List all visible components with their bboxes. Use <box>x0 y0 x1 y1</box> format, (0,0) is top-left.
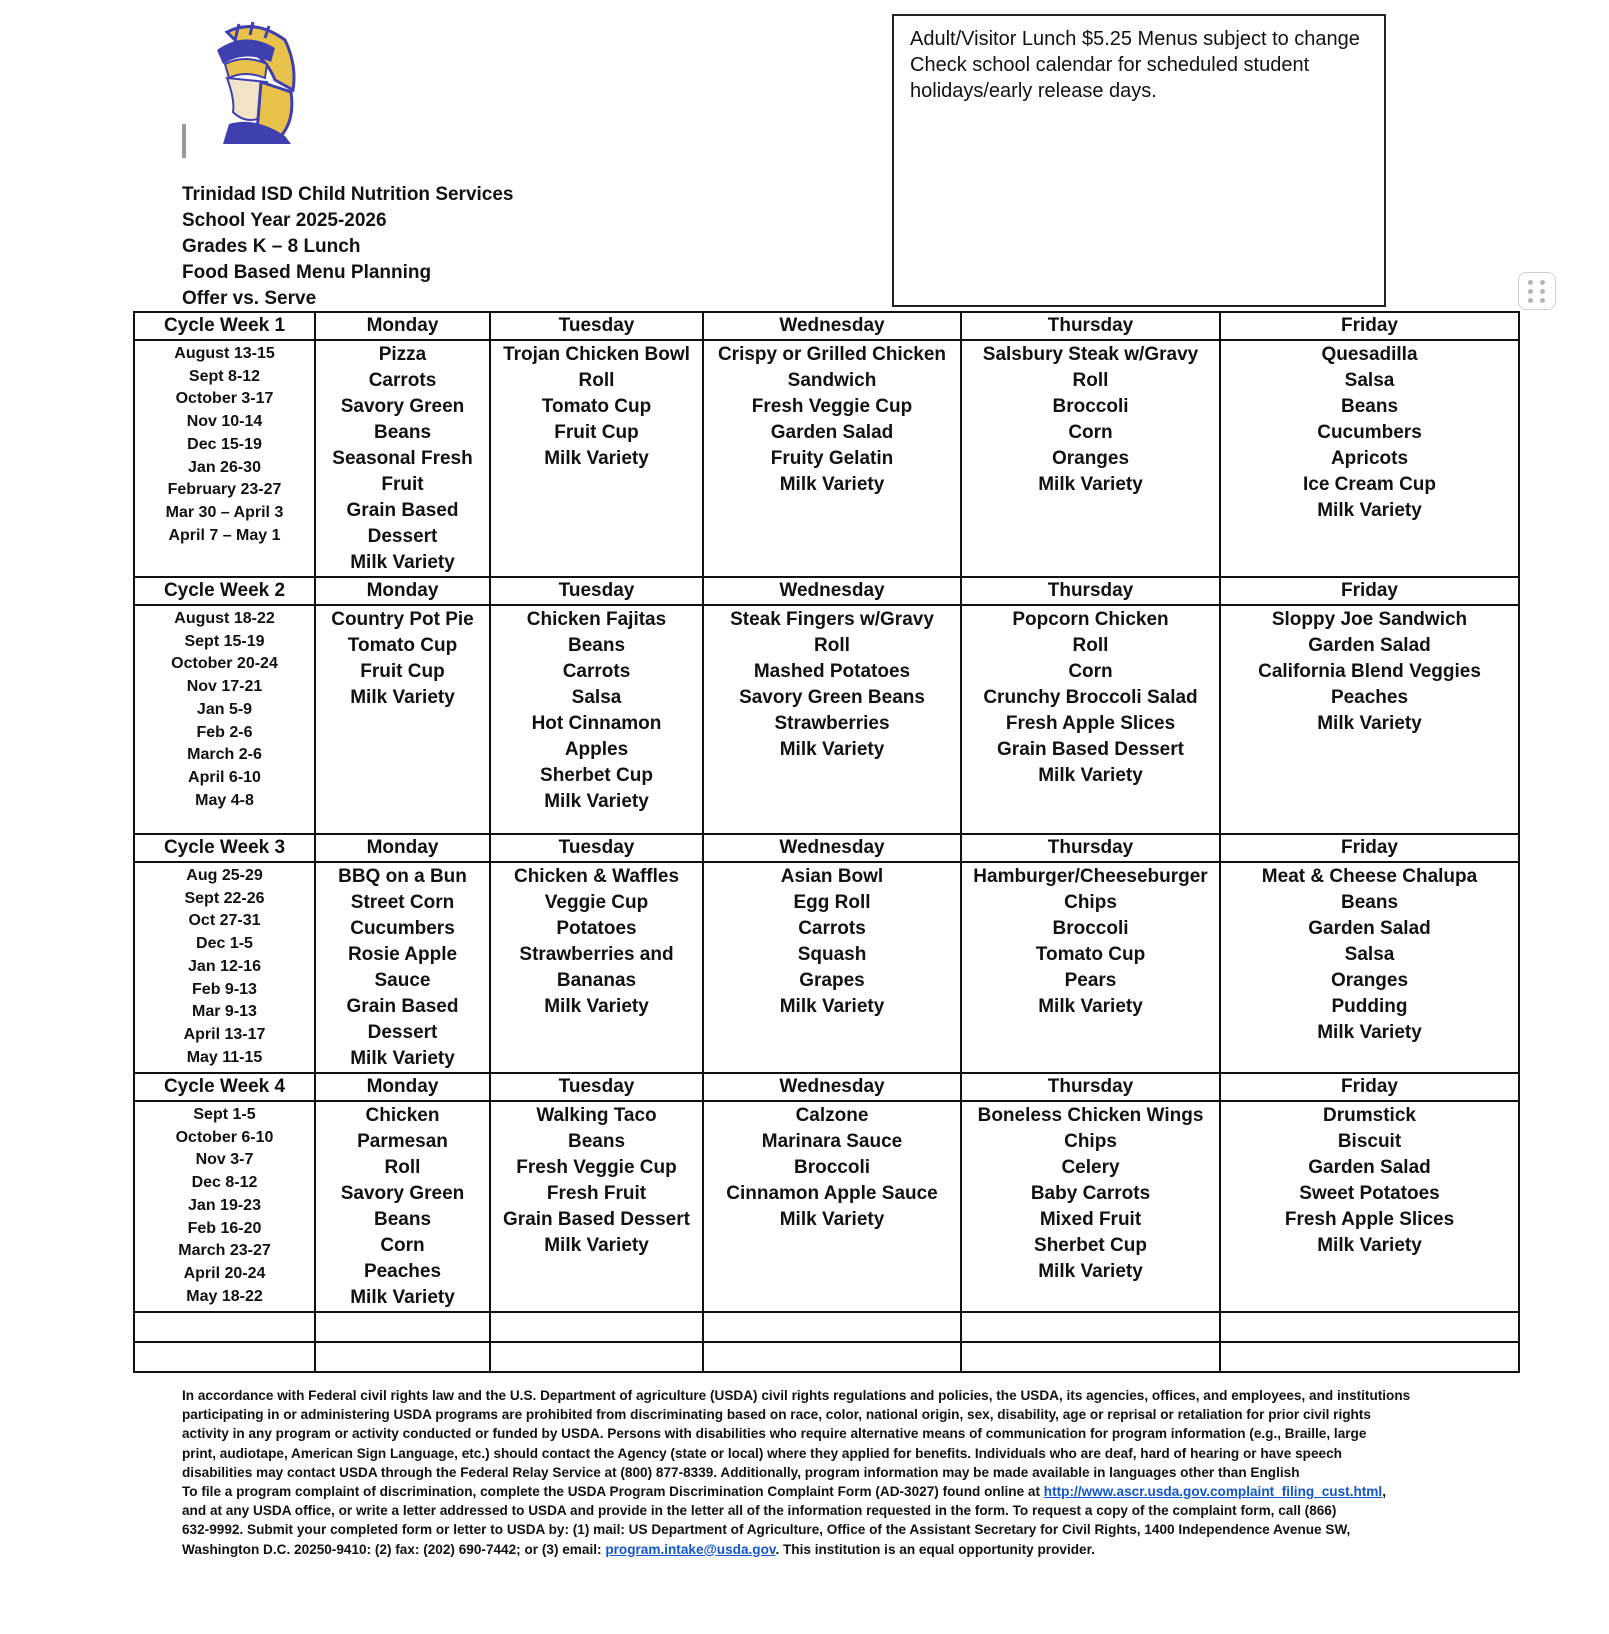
menu-item: Tomato Cup <box>541 396 652 417</box>
menu-item: Strawberries <box>774 713 890 734</box>
cycle-week-label: Cycle Week 3 <box>134 834 315 862</box>
menu-item: Beans <box>567 635 626 656</box>
date-range: Jan 26-30 <box>188 458 261 476</box>
header-line: Trinidad ISD Child Nutrition Services <box>182 184 514 205</box>
date-range: Oct 27-31 <box>188 912 261 930</box>
menu-item: Grapes <box>799 970 865 991</box>
menu-cell-tuesday <box>490 605 703 834</box>
menu-item: California Blend Veggies <box>1258 661 1481 682</box>
day-header-thursday: Thursday <box>961 834 1220 862</box>
menu-item: Grain Based <box>346 996 459 1017</box>
menu-item: Sherbet Cup <box>1034 1235 1147 1256</box>
menu-item: Roll <box>578 370 615 391</box>
menu-item: Milk Variety <box>350 552 455 573</box>
menu-item: BBQ on a Bun <box>338 866 467 887</box>
menu-item: Milk Variety <box>350 687 455 708</box>
menu-item: Asian Bowl <box>780 866 884 887</box>
menu-cell-wednesday <box>703 1101 961 1312</box>
menu-item: Grain Based Dessert <box>503 1209 690 1230</box>
date-range: Feb 9-13 <box>192 980 257 998</box>
complaint-text: To file a program complaint of discrimination, complete the USDA Program Discrimination Complaint Form (AD-3027) found online at <box>182 1484 1044 1500</box>
menu-item: Egg Roll <box>793 892 871 913</box>
menu-item: Potatoes <box>556 918 637 939</box>
menu-item: Carrots <box>798 918 866 939</box>
menu-item: Fruit <box>381 474 424 495</box>
empty-cell[interactable] <box>961 1312 1220 1342</box>
empty-cell[interactable] <box>315 1342 490 1372</box>
day-header-tuesday: Tuesday <box>490 312 703 340</box>
menu-item: Crunchy Broccoli Salad <box>983 687 1198 708</box>
menu-item: Garden Salad <box>770 422 894 443</box>
menu-item: Milk Variety <box>1317 1235 1422 1256</box>
menu-item: Quesadilla <box>1321 344 1418 365</box>
empty-cell[interactable] <box>1220 1312 1519 1342</box>
menu-item: Beans <box>567 1131 626 1152</box>
date-range: Feb 2-6 <box>196 723 253 741</box>
empty-cell[interactable] <box>490 1312 703 1342</box>
date-range: Mar 30 – April 3 <box>165 503 284 521</box>
week-header-row <box>134 834 1519 862</box>
menu-item: Sandwich <box>787 370 877 391</box>
menu-item: Pizza <box>378 344 427 365</box>
menu-item: Trojan Chicken Bowl <box>503 344 690 365</box>
menu-item: Cinnamon Apple Sauce <box>726 1183 938 1204</box>
menu-item: Fruit Cup <box>360 661 445 682</box>
menu-item: Apricots <box>1330 448 1409 469</box>
menu-item: Beans <box>1340 396 1399 417</box>
date-range: May 18-22 <box>186 1287 263 1305</box>
menu-cell-friday <box>1220 862 1519 1073</box>
menu-item: Walking Taco <box>536 1105 657 1126</box>
date-range: October 6-10 <box>175 1128 274 1146</box>
day-header-friday: Friday <box>1220 1073 1519 1101</box>
date-range: April 7 – May 1 <box>168 526 281 544</box>
menu-item: Fresh Veggie Cup <box>751 396 913 417</box>
cycle-week-label: Cycle Week 1 <box>134 312 315 340</box>
date-range: October 3-17 <box>175 390 274 408</box>
menu-item: Milk Variety <box>779 739 885 760</box>
date-range: August 13-15 <box>174 345 275 362</box>
date-range: March 2-6 <box>187 746 262 764</box>
menu-item: Milk Variety <box>350 1287 455 1308</box>
menu-item: Roll <box>1072 370 1109 391</box>
date-range: Sept 1-5 <box>193 1106 256 1123</box>
complaint-form-link[interactable]: http://www.ascr.usda.gov.complaint_filing_cust.html <box>1043 1484 1383 1500</box>
menu-item: Fresh Fruit <box>546 1183 647 1204</box>
menu-item: Country Pot Pie <box>331 609 474 630</box>
menu-item: Milk Variety <box>1038 996 1143 1017</box>
text-cursor <box>182 124 186 158</box>
menu-item: Peaches <box>363 1261 442 1282</box>
menu-item: Milk Variety <box>779 474 885 495</box>
date-range: Dec 1-5 <box>196 935 253 953</box>
menu-item: Milk Variety <box>779 996 885 1017</box>
menu-item: Beans <box>373 422 432 443</box>
empty-cell[interactable] <box>134 1342 315 1372</box>
menu-item: Peaches <box>1330 687 1409 708</box>
header-line: Offer vs. Serve <box>182 288 317 309</box>
menu-item: Tomato Cup <box>347 635 458 656</box>
menu-cell-monday <box>315 1101 490 1312</box>
week-header-row <box>134 312 1519 340</box>
menu-item: Carrots <box>368 370 437 391</box>
document-header <box>182 182 514 312</box>
menu-item: Savory Green <box>340 1183 465 1204</box>
menu-item: Fresh Veggie Cup <box>516 1157 677 1178</box>
menu-item: Grain Based Dessert <box>997 739 1184 760</box>
menu-item: Sauce <box>374 970 431 991</box>
day-header-monday: Monday <box>315 834 490 862</box>
week-header-row <box>134 1073 1519 1101</box>
menu-item: Milk Variety <box>1317 1022 1422 1043</box>
menu-item: Veggie Cup <box>544 892 649 913</box>
menu-item: Chicken & Waffles <box>513 866 680 887</box>
menu-item: Mashed Potatoes <box>753 661 911 682</box>
date-range: Jan 12-16 <box>188 957 261 975</box>
date-range: Sept 22-26 <box>184 889 265 907</box>
menu-item: Garden Salad <box>1308 1157 1431 1178</box>
menu-item: Chicken <box>365 1105 440 1126</box>
menu-item: Drumstick <box>1323 1105 1416 1126</box>
date-range: Nov 10-14 <box>186 413 263 431</box>
email-text: Washington D.C. 20250-9410: (2) fax: (202) 690-7442; or (3) email: <box>182 1541 606 1557</box>
date-range: Nov 3-7 <box>195 1151 254 1169</box>
menu-item: Pears <box>1064 970 1117 991</box>
empty-cell[interactable] <box>490 1342 703 1372</box>
menu-item: Roll <box>1072 635 1109 656</box>
date-range: Jan 5-9 <box>196 700 253 718</box>
menu-item: Milk Variety <box>544 791 649 812</box>
day-header-friday: Friday <box>1220 834 1519 862</box>
day-header-wednesday: Wednesday <box>703 577 961 605</box>
day-header-thursday: Thursday <box>961 312 1220 340</box>
menu-item: Biscuit <box>1337 1131 1402 1152</box>
menu-item: Salsa <box>1344 944 1395 965</box>
menu-item: Roll <box>384 1157 421 1178</box>
menu-item: Seasonal Fresh <box>332 448 473 469</box>
cycle-dates-cell <box>134 1101 315 1312</box>
menu-item: Celery <box>1061 1157 1120 1178</box>
date-range: April 6-10 <box>188 768 261 786</box>
menu-item: Baby Carrots <box>1030 1183 1151 1204</box>
menu-item: Milk Variety <box>544 448 649 469</box>
menu-item: Corn <box>1068 422 1113 443</box>
menu-item: Beans <box>373 1209 432 1230</box>
date-range: Sept 15-19 <box>184 632 265 650</box>
menu-cell-thursday <box>961 1101 1220 1312</box>
menu-item: Fruity Gelatin <box>770 448 894 469</box>
menu-item: Fresh Apple Slices <box>1284 1209 1455 1230</box>
trojan-logo <box>205 20 305 145</box>
menu-cell-monday <box>315 605 490 834</box>
menu-item: Cucumbers <box>350 918 455 939</box>
menu-item: Grain Based <box>346 500 459 521</box>
day-header-monday: Monday <box>315 577 490 605</box>
menu-item: Milk Variety <box>779 1209 885 1230</box>
menu-cell-thursday <box>961 340 1220 577</box>
week-menu-row <box>134 862 1519 1073</box>
menu-item: Dessert <box>367 526 438 547</box>
menu-item: Salsa <box>571 687 622 708</box>
empty-cell[interactable] <box>703 1342 961 1372</box>
day-header-tuesday: Tuesday <box>490 577 703 605</box>
menu-cell-friday <box>1220 340 1519 577</box>
menu-item: Broccoli <box>1052 396 1129 417</box>
menu-cell-wednesday <box>703 340 961 577</box>
day-header-wednesday: Wednesday <box>703 834 961 862</box>
empty-row <box>134 1312 1519 1342</box>
date-range: Dec 15-19 <box>187 435 262 453</box>
menu-item: Salsa <box>1344 370 1395 391</box>
menu-item: Crispy or Grilled Chicken <box>717 344 947 365</box>
menu-item: Garden Salad <box>1308 635 1431 656</box>
menu-item: Fresh Apple Slices <box>1005 713 1176 734</box>
day-header-friday: Friday <box>1220 577 1519 605</box>
menu-cell-monday <box>315 862 490 1073</box>
cycle-dates-cell <box>134 862 315 1073</box>
week-menu-row <box>134 340 1519 577</box>
menu-item: Ice Cream Cup <box>1302 474 1437 495</box>
menu-item: Strawberries and <box>519 944 674 965</box>
email-link[interactable]: program.intake@usda.gov <box>605 1541 776 1557</box>
date-range: Sept 8-12 <box>188 367 261 385</box>
menu-cell-thursday <box>961 605 1220 834</box>
menu-item: Bananas <box>556 970 637 991</box>
menu-item: Broccoli <box>793 1157 871 1178</box>
day-header-wednesday: Wednesday <box>703 312 961 340</box>
menu-item: Sherbet Cup <box>540 765 653 786</box>
menu-cell-thursday <box>961 862 1220 1073</box>
menu-cell-monday <box>315 340 490 577</box>
menu-item: Dessert <box>367 1022 438 1043</box>
date-range: Feb 16-20 <box>187 1219 262 1237</box>
menu-cell-friday <box>1220 605 1519 834</box>
menu-item: Milk Variety <box>544 1235 649 1256</box>
menu-item: Mixed Fruit <box>1039 1209 1142 1230</box>
menu-cell-friday <box>1220 1101 1519 1312</box>
empty-cell[interactable] <box>961 1342 1220 1372</box>
menu-item: Popcorn Chicken <box>1012 609 1169 630</box>
statement-line: participating in or administering USDA programs are prohibited from discriminating based on race, color, national origin, sex, disability, age or reprisal or retaliation for prior civil rights <box>182 1407 1371 1423</box>
day-header-friday: Friday <box>1220 312 1519 340</box>
menu-item: Corn <box>1068 661 1113 682</box>
menu-item: Sloppy Joe Sandwich <box>1271 609 1468 630</box>
week-menu-row <box>134 1101 1519 1312</box>
menu-item: Milk Variety <box>1038 765 1143 786</box>
menu-item: Rosie Apple <box>347 944 458 965</box>
date-range: Mar 9-13 <box>192 1003 257 1021</box>
statement-line: disabilities may contact USDA through the Federal Relay Service at (800) 877-8339. Additionally, program information may be made available in languages other than English <box>182 1464 1300 1480</box>
menu-item: Milk Variety <box>1038 474 1143 495</box>
menu-item: Calzone <box>795 1105 869 1126</box>
menu-item: Broccoli <box>1052 918 1129 939</box>
empty-row <box>134 1342 1519 1372</box>
date-range: April 13-17 <box>183 1025 266 1043</box>
menu-item: Boneless Chicken Wings <box>977 1105 1204 1126</box>
date-range: March 23-27 <box>178 1242 271 1260</box>
menu-item: Savory Green Beans <box>739 687 925 708</box>
empty-cell[interactable] <box>315 1312 490 1342</box>
menu-item: Oranges <box>1051 448 1130 469</box>
drag-handle-icon[interactable] <box>1518 272 1556 310</box>
date-range: May 11-15 <box>186 1048 263 1066</box>
statement-line: print, audiotape, American Sign Language, etc.) should contact the Agency (state or local) where they applied for benefits. Individuals who are deaf, hard of hearing or have speech <box>182 1445 1342 1461</box>
day-header-tuesday: Tuesday <box>490 834 703 862</box>
menu-item: Cucumbers <box>1317 422 1422 443</box>
menu-cell-tuesday <box>490 862 703 1073</box>
header-line: School Year 2025-2026 <box>182 210 387 231</box>
empty-cell[interactable] <box>134 1312 315 1342</box>
menu-item: Squash <box>797 944 867 965</box>
menu-item: Chicken Fajitas <box>526 609 667 630</box>
menu-item: Milk Variety <box>544 996 649 1017</box>
day-header-wednesday: Wednesday <box>703 1073 961 1101</box>
date-range: May 4-8 <box>195 791 254 809</box>
menu-cell-wednesday <box>703 605 961 834</box>
statement-line <box>182 1540 1432 1559</box>
date-range: Dec 8-12 <box>191 1174 258 1192</box>
menu-item: Garden Salad <box>1308 918 1431 939</box>
statement-line <box>182 1482 1432 1501</box>
notice-text: Adult/Visitor Lunch $5.25 Menus subject to change Check school calendar for scheduled student holidays/early release days. <box>910 28 1360 102</box>
menu-item: Chips <box>1064 892 1117 913</box>
statement-line: and at any USDA office, or write a letter addressed to USDA and provide in the letter all of the information requested in the form. To request a copy of the complaint form, call (866) <box>182 1503 1337 1519</box>
menu-item: Salsbury Steak w/Gravy <box>982 344 1199 365</box>
cycle-week-label: Cycle Week 4 <box>134 1073 315 1101</box>
date-range: Aug 25-29 <box>186 867 263 884</box>
menu-cell-tuesday <box>490 340 703 577</box>
day-header-thursday: Thursday <box>961 1073 1220 1101</box>
menu-item: Oranges <box>1330 970 1409 991</box>
empty-cell[interactable] <box>1220 1342 1519 1372</box>
cycle-dates-cell <box>134 605 315 834</box>
cycle-week-label: Cycle Week 2 <box>134 577 315 605</box>
menu-item: Milk Variety <box>1038 1261 1143 1282</box>
nondiscrimination-statement <box>182 1386 1432 1559</box>
week-menu-row <box>134 605 1519 834</box>
menu-item: Milk Variety <box>1317 500 1422 521</box>
header-line: Food Based Menu Planning <box>182 262 432 283</box>
menu-item: Milk Variety <box>1317 713 1422 734</box>
menu-item: Street Corn <box>350 892 455 913</box>
week-header-row <box>134 577 1519 605</box>
day-header-monday: Monday <box>315 312 490 340</box>
menu-item: Beans <box>1340 892 1399 913</box>
menu-item: Savory Green <box>340 396 465 417</box>
statement-line: 632-9992. Submit your completed form or letter to USDA by: (1) mail: US Department of Agriculture, Office of the Assistant Secretary for Civil Rights, 1400 Independence Avenue SW, <box>182 1522 1351 1538</box>
menu-table <box>133 311 1520 1373</box>
day-header-monday: Monday <box>315 1073 490 1101</box>
date-range: October 20-24 <box>171 655 278 673</box>
menu-item: Pudding <box>1331 996 1408 1017</box>
statement-line: In accordance with Federal civil rights law and the U.S. Department of agriculture (USDA) civil rights regulations and policies, the USDA, its agencies, offices, and employees, and institutions <box>182 1388 1411 1403</box>
menu-item: Fruit Cup <box>554 422 639 443</box>
menu-cell-tuesday <box>490 1101 703 1312</box>
empty-cell[interactable] <box>703 1312 961 1342</box>
menu-item: Sweet Potatoes <box>1299 1183 1440 1204</box>
menu-item: Roll <box>814 635 850 656</box>
menu-item: Tomato Cup <box>1035 944 1146 965</box>
complaint-text-end: , <box>1382 1484 1386 1500</box>
day-header-thursday: Thursday <box>961 577 1220 605</box>
menu-item: Hamburger/Cheeseburger <box>973 866 1208 887</box>
menu-item: Chips <box>1064 1131 1117 1152</box>
menu-cell-wednesday <box>703 862 961 1073</box>
menu-item: Marinara Sauce <box>761 1131 903 1152</box>
menu-item: Apples <box>564 739 629 760</box>
date-range: Jan 19-23 <box>188 1196 261 1214</box>
statement-line: activity in any program or activity conducted or funded by USDA. Persons with disabilities who require alternative means of communication for program information (e.g., Braille, large <box>182 1426 1367 1442</box>
header-line: Grades K – 8 Lunch <box>182 236 361 257</box>
menu-item: Hot Cinnamon <box>531 713 662 734</box>
menu-item: Corn <box>380 1235 425 1256</box>
menu-item: Steak Fingers w/Gravy <box>730 609 934 630</box>
menu-item: Carrots <box>562 661 631 682</box>
date-range: April 20-24 <box>183 1264 266 1282</box>
notice-text-box[interactable] <box>892 14 1386 307</box>
date-range: August 18-22 <box>174 610 275 627</box>
email-text-end: . This institution is an equal opportunity provider. <box>775 1541 1095 1557</box>
menu-item: Milk Variety <box>350 1048 455 1069</box>
menu-item: Meat & Cheese Chalupa <box>1261 866 1478 887</box>
day-header-tuesday: Tuesday <box>490 1073 703 1101</box>
menu-item: Parmesan <box>357 1131 448 1152</box>
date-range: Nov 17-21 <box>186 678 263 696</box>
date-range: February 23-27 <box>167 481 282 499</box>
cycle-dates-cell <box>134 340 315 577</box>
